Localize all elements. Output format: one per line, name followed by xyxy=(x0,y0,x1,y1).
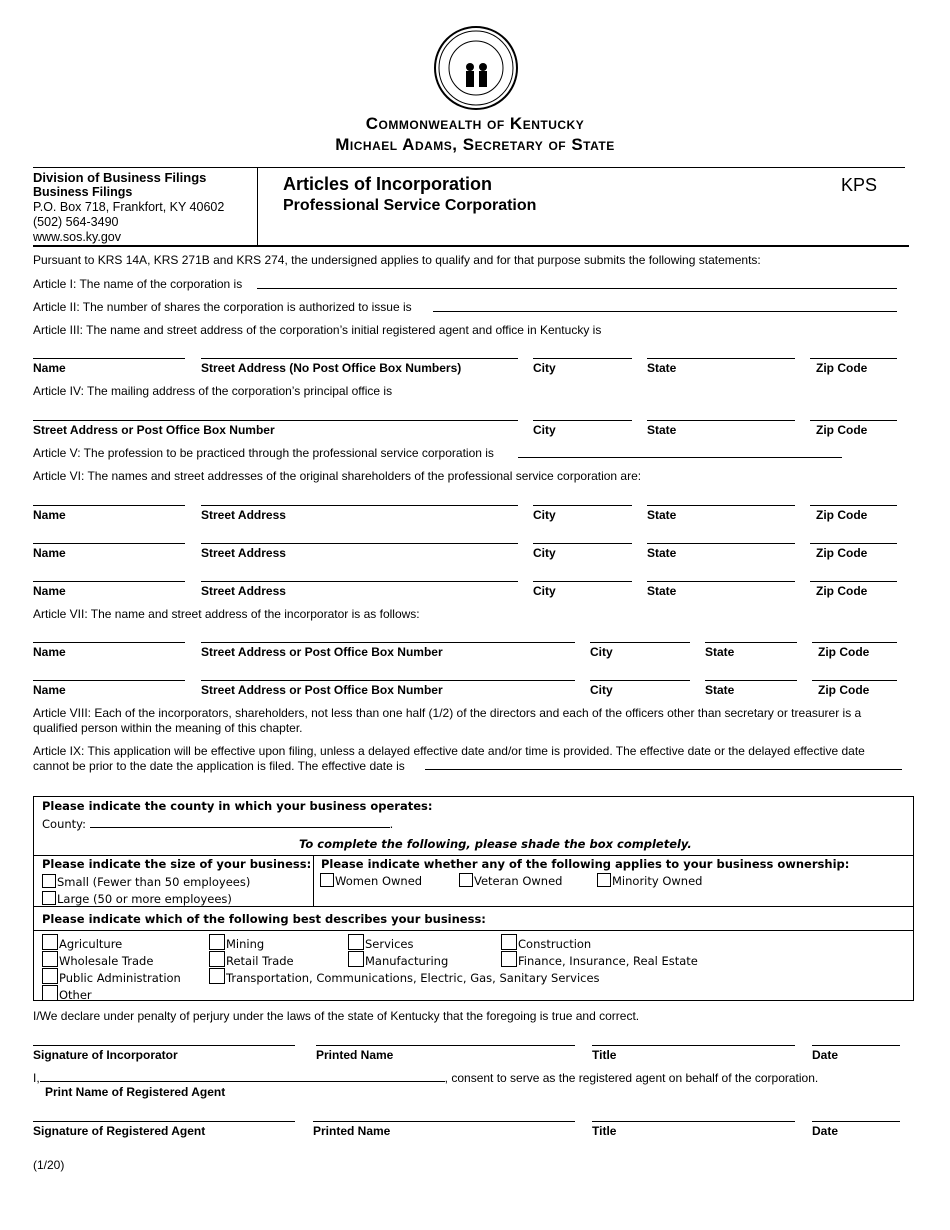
business-type-option[interactable] xyxy=(42,951,153,968)
field-state[interactable] xyxy=(647,581,795,582)
option-label: Minority Owned xyxy=(612,874,703,888)
checkbox[interactable] xyxy=(209,951,225,967)
field-name[interactable] xyxy=(33,581,185,582)
field-zip[interactable] xyxy=(810,420,897,421)
article-7: Article VII: The name and street address of the incorporator is as follows: xyxy=(33,607,420,621)
option-label: Agriculture xyxy=(59,937,123,951)
option-label: Construction xyxy=(518,937,592,951)
label-city: City xyxy=(590,683,613,697)
field-street[interactable] xyxy=(201,505,518,506)
article-9-cont: cannot be prior to the date the application is filed. The effective date is xyxy=(33,759,405,773)
field-city[interactable] xyxy=(533,358,632,359)
label-title: Title xyxy=(592,1048,617,1062)
label-name: Name xyxy=(33,546,66,560)
field-street-po[interactable] xyxy=(201,680,575,681)
label-printed: Printed Name xyxy=(313,1124,391,1138)
corporation-name-field[interactable] xyxy=(257,288,897,289)
label-zip: Zip Code xyxy=(816,546,868,560)
article-5: Article V: The profession to be practiced through the professional service corporation is xyxy=(33,446,494,460)
field-city[interactable] xyxy=(533,543,632,544)
field-city[interactable] xyxy=(590,680,690,681)
checkbox[interactable] xyxy=(209,968,225,984)
label-zip: Zip Code xyxy=(816,361,868,375)
label-city: City xyxy=(533,584,556,598)
field-zip[interactable] xyxy=(812,642,897,643)
label-street-po: Street Address or Post Office Box Number xyxy=(33,423,275,437)
checkbox[interactable] xyxy=(459,873,473,887)
checkbox[interactable] xyxy=(501,951,517,967)
state-title: Commonwealth of Kentucky xyxy=(365,114,585,133)
label-street-nopo: Street Address (No Post Office Box Numbers) xyxy=(201,361,462,375)
article-1: Article I: The name of the corporation is xyxy=(33,277,243,291)
checkbox[interactable] xyxy=(42,968,58,984)
field-title[interactable] xyxy=(592,1121,795,1122)
label-state: State xyxy=(647,361,677,375)
checkbox[interactable] xyxy=(597,873,611,887)
consent-text: , consent to serve as the registered agent on behalf of the corporation. xyxy=(444,1071,819,1085)
option-label: Other xyxy=(59,988,92,1002)
business-type-option[interactable] xyxy=(42,968,181,985)
label-zip: Zip Code xyxy=(816,584,868,598)
label-city: City xyxy=(533,361,556,375)
checkbox[interactable] xyxy=(348,934,364,950)
option-label: Mining xyxy=(226,937,265,951)
article-4: Article IV: The mailing address of the corporation’s principal office is xyxy=(33,384,393,398)
article-8: Article VIII: Each of the incorporators, shareholders, not less than one half (1/2) of the directors and each of the officers other than secretary or treasurer is a xyxy=(33,706,862,720)
field-name[interactable] xyxy=(33,543,185,544)
checkbox[interactable] xyxy=(209,934,225,950)
label-city: City xyxy=(533,423,556,437)
field-street-nopo[interactable] xyxy=(201,358,518,359)
revision-date: (1/20) xyxy=(33,1158,65,1172)
article-6: Article VI: The names and street addresses of the original shareholders of the professional service corporation are: xyxy=(33,469,642,483)
label-name: Name xyxy=(33,683,66,697)
field-date[interactable] xyxy=(812,1121,900,1122)
field-street[interactable] xyxy=(201,543,518,544)
article-2: Article II: The number of shares the corporation is authorized to issue is xyxy=(33,300,412,314)
label-state: State xyxy=(705,645,735,659)
business-type-question: Please indicate which of the following best describes your business: xyxy=(42,912,486,926)
option-label: Services xyxy=(365,937,414,951)
address: P.O. Box 718, Frankfort, KY 40602 xyxy=(33,200,225,214)
field-name[interactable] xyxy=(33,358,185,359)
form-subtitle: Professional Service Corporation xyxy=(283,197,537,214)
divider xyxy=(313,855,314,906)
field-state[interactable] xyxy=(647,420,795,421)
division-name: Division of Business Filings xyxy=(33,170,207,185)
size-option-small[interactable] xyxy=(42,874,250,889)
field-zip[interactable] xyxy=(810,358,897,359)
field-zip[interactable] xyxy=(812,680,897,681)
divider xyxy=(34,855,913,856)
field-state[interactable] xyxy=(647,543,795,544)
branch-name: Business Filings xyxy=(33,185,133,199)
state-seal-logo xyxy=(433,25,519,111)
label-state: State xyxy=(647,584,677,598)
field-street-po[interactable] xyxy=(201,642,575,643)
field-city[interactable] xyxy=(533,505,632,506)
checkbox[interactable] xyxy=(348,951,364,967)
field-state[interactable] xyxy=(705,680,797,681)
option-label: Women Owned xyxy=(335,874,423,888)
label-state: State xyxy=(647,546,677,560)
label-street: Street Address xyxy=(201,508,286,522)
label-printed: Printed Name xyxy=(316,1048,394,1062)
business-type-option[interactable] xyxy=(209,968,600,985)
field-zip[interactable] xyxy=(810,581,897,582)
shares-field[interactable] xyxy=(433,311,897,312)
option-label: Finance, Insurance, Real Estate xyxy=(518,954,698,968)
field-name[interactable] xyxy=(33,642,185,643)
ownership-women[interactable] xyxy=(320,873,422,888)
option-label: Manufacturing xyxy=(365,954,449,968)
county-question: Please indicate the county in which your business operates: xyxy=(42,799,433,813)
effective-date-field[interactable] xyxy=(425,769,902,770)
article-3: Article III: The name and street address of the corporation’s initial registered agent and office in Kentucky is xyxy=(33,323,602,337)
label-name: Name xyxy=(33,508,66,522)
profession-field[interactable] xyxy=(518,457,842,458)
field-street[interactable] xyxy=(201,581,518,582)
option-label: Small (Fewer than 50 employees) xyxy=(57,875,251,889)
website: www.sos.ky.gov xyxy=(33,230,121,244)
label-street-po: Street Address or Post Office Box Number xyxy=(201,645,443,659)
label-date: Date xyxy=(812,1048,839,1062)
intro-text: Pursuant to KRS 14A, KRS 271B and KRS 274, the undersigned applies to qualify and for that purpose submits the following statements: xyxy=(33,253,761,267)
instruction: To complete the following, please shade the box completely. xyxy=(299,837,692,851)
business-type-option[interactable] xyxy=(42,934,122,951)
article-9: Article IX: This application will be effective upon filing, unless a delayed effective date and/or time is provided. The effective date or the delayed effective date xyxy=(33,744,865,758)
checkbox[interactable] xyxy=(42,891,56,905)
article-8-cont: qualified person within the meaning of this chapter. xyxy=(33,721,303,735)
label-city: City xyxy=(533,546,556,560)
business-type-option[interactable] xyxy=(209,951,294,968)
field-zip[interactable] xyxy=(810,543,897,544)
label-zip: Zip Code xyxy=(816,508,868,522)
declaration: I/We declare under penalty of perjury under the laws of the state of Kentucky that the foregoing is true and correct. xyxy=(33,1009,640,1023)
option-label: Public Administration xyxy=(59,971,181,985)
option-label: Transportation, Communications, Electric, Gas, Sanitary Services xyxy=(226,971,600,985)
label-sig-inc: Signature of Incorporator xyxy=(33,1048,178,1062)
size-question: Please indicate the size of your business: xyxy=(42,857,312,871)
option-label: Large (50 or more employees) xyxy=(57,892,232,906)
divider xyxy=(33,245,909,247)
ownership-minority[interactable] xyxy=(597,873,702,888)
label-city: City xyxy=(590,645,613,659)
field-state[interactable] xyxy=(647,505,795,506)
phone: (502) 564-3490 xyxy=(33,215,119,229)
label-zip: Zip Code xyxy=(818,683,870,697)
divider xyxy=(257,167,258,245)
agent-name-field[interactable] xyxy=(40,1071,445,1082)
option-label: Retail Trade xyxy=(226,954,294,968)
label-state: State xyxy=(647,508,677,522)
label-name: Name xyxy=(33,645,66,659)
checkbox[interactable] xyxy=(42,874,56,888)
label-zip: Zip Code xyxy=(816,423,868,437)
field-street-po[interactable] xyxy=(33,420,518,421)
field-state[interactable] xyxy=(647,358,795,359)
field-city[interactable] xyxy=(533,581,632,582)
field-date[interactable] xyxy=(812,1045,900,1046)
field-state[interactable] xyxy=(705,642,797,643)
business-type-option[interactable] xyxy=(501,951,698,968)
field-printed[interactable] xyxy=(316,1045,575,1046)
size-option-large[interactable] xyxy=(42,891,232,906)
consent-line xyxy=(33,1071,818,1085)
label-title: Title xyxy=(592,1124,617,1138)
consent-prefix: I, xyxy=(33,1071,40,1085)
business-type-option[interactable] xyxy=(348,951,448,968)
field-sig-agent[interactable] xyxy=(33,1121,295,1122)
field-zip[interactable] xyxy=(810,505,897,506)
label-street: Street Address xyxy=(201,584,286,598)
business-type-option[interactable] xyxy=(501,934,591,951)
print-agent-label: Print Name of Registered Agent xyxy=(45,1085,226,1099)
divider xyxy=(33,167,905,168)
field-name[interactable] xyxy=(33,680,185,681)
business-info-box xyxy=(33,796,914,1001)
checkbox[interactable] xyxy=(42,934,58,950)
checkbox[interactable] xyxy=(320,873,334,887)
label-state: State xyxy=(647,423,677,437)
divider xyxy=(34,930,913,931)
label-street: Street Address xyxy=(201,546,286,560)
field-city[interactable] xyxy=(590,642,690,643)
field-sig-inc[interactable] xyxy=(33,1045,295,1046)
county-field[interactable]: County: . xyxy=(42,817,394,831)
secretary-title: Michael Adams, Secretary of State xyxy=(335,135,615,154)
county-label: County: xyxy=(42,817,86,831)
county-input[interactable] xyxy=(90,817,390,828)
business-type-option[interactable] xyxy=(42,985,92,1002)
field-title[interactable] xyxy=(592,1045,795,1046)
label-sig-agent: Signature of Registered Agent xyxy=(33,1124,206,1138)
checkbox[interactable] xyxy=(42,985,58,1001)
label-zip: Zip Code xyxy=(818,645,870,659)
divider xyxy=(34,906,913,907)
form-title: Articles of Incorporation xyxy=(283,174,493,194)
label-name: Name xyxy=(33,361,66,375)
field-city[interactable] xyxy=(533,420,632,421)
label-date: Date xyxy=(812,1124,839,1138)
label-street-po: Street Address or Post Office Box Number xyxy=(201,683,443,697)
label-city: City xyxy=(533,508,556,522)
label-state: State xyxy=(705,683,735,697)
office-info xyxy=(33,170,224,245)
ownership-veteran[interactable] xyxy=(459,873,562,888)
business-type-option[interactable] xyxy=(209,934,264,951)
ownership-question: Please indicate whether any of the following applies to your business ownership: xyxy=(321,857,850,871)
field-name[interactable] xyxy=(33,505,185,506)
option-label: Wholesale Trade xyxy=(59,954,154,968)
checkbox[interactable] xyxy=(42,951,58,967)
field-printed[interactable] xyxy=(313,1121,575,1122)
option-label: Veteran Owned xyxy=(474,874,563,888)
business-type-option[interactable] xyxy=(348,934,414,951)
label-name: Name xyxy=(33,584,66,598)
checkbox[interactable] xyxy=(501,934,517,950)
form-code: KPS xyxy=(841,175,878,195)
